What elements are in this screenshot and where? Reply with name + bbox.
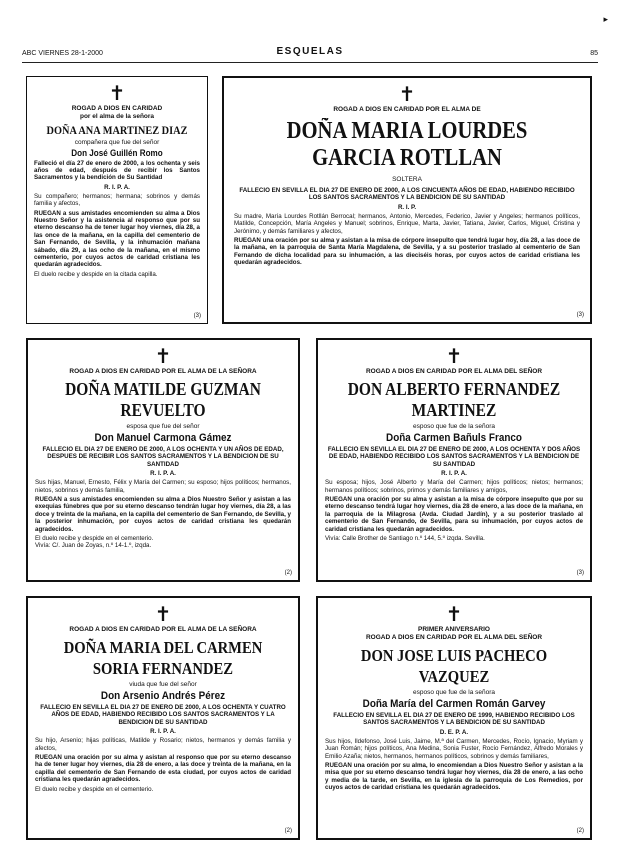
page-number: 85 — [590, 50, 598, 57]
header-date: ABC VIERNES 28-1-2000 — [22, 50, 103, 57]
rip-text: R. I. P. A. — [150, 470, 176, 478]
corner-arrow-icon: ▸ — [603, 14, 608, 24]
request-text: RUEGAN una oración por su alma, lo encomiendan a Dios Nuestro Señor y asistan a la misa que por su eterno descanso tendrá lugar hoy viernes, día 28 de enero, a las ocho y media de la tarde, en Sevilla, en la iglesia de la parroquia de Los Remedios, por cuyos actos de caridad cristiana les quedarán agradecidos. — [325, 762, 583, 792]
cross-icon: ✝ — [445, 344, 463, 368]
death-details: FALLECIO EN SEVILLA EL DIA 27 DE ENERO DE 2000, A LOS OCHENTA Y CUATRO AÑOS DE EDAD, HABIENDO RECIBIDO LOS SANTOS SACRAMENTOS Y LA BENDICION DE SU SANTIDAD — [40, 704, 286, 726]
rip-text: R. I. P. A. — [441, 470, 467, 478]
relation-text: esposa que fue del señor — [126, 423, 200, 430]
deceased-name: DOÑA ANA MARTINEZ DIAZ — [46, 123, 188, 137]
closing-note: El duelo recibe y despide en el cementerio. Vivía: C/. Juan de Zoyas, n.º 14-1.º, izqda. — [35, 535, 154, 550]
notice-ref: (3) — [193, 313, 201, 319]
closing-note: El duelo recibe y despide en la citada capilla. — [34, 270, 158, 278]
family-list: Su madre, María Lourdes Rotllán Berrocal; hermanos, Antonio, Mercedes, Federico, Javier y Angeles; hermanos políticos, Matilde, Concepción, María Angeles y Manuel; sobrinos, Enrique, Marta, Javier, Tatiana, Javier, Carlos, Miguel, Cristina y Jerónimo, y demás familiares y afectos, — [234, 212, 580, 235]
relation-text: esposo que fue de la señora — [412, 689, 496, 696]
notice-ref: (2) — [284, 828, 292, 834]
family-list: Sus hijos, Ildefonso, José Luis, Jaime, M.ª del Carmen, Mercedes, Rocío, Ignacio, Myriam y Juan Román; hijos políticos, Ana Medina, Sonia Fuster, Rocío Fernández, Alfredo Morales y Emilio Azaña; nietos, hermanos, hermanos políticos, sobrinos y demás familiares, — [325, 737, 583, 760]
spouse-name: Don Manuel Carmona Gámez — [94, 432, 232, 444]
closing-note: El duelo recibe y despide en el cementerio. — [35, 785, 154, 793]
obituary-maria-lourdes-garcia — [222, 76, 592, 324]
rip-text: D. E. P. A. — [439, 728, 469, 736]
request-text: RUEGAN una oración por su alma y asistan a la misa de córpore insepulto que tendrá lugar hoy, día 28, a las doce de la mañana, en la parroquia de Santa María Magdalena, de Sevilla, y a su posterior traslado al cementerio de San Fernando de dicha localidad para su inhumación, a las dieciséis horas, por cuyos actos de caridad cristiana les quedarán agradecidos. — [234, 237, 580, 267]
cross-icon: ✝ — [108, 81, 126, 105]
spouse-name: Doña María del Carmen Román Garvey — [362, 698, 546, 710]
spouse-name: Don José Guillén Romo — [71, 147, 163, 158]
relation-text: esposo que fue de la señora — [412, 423, 496, 430]
death-details: FALLECIO EL DIA 27 DE ENERO DE 2000, A LOS OCHENTA Y UN AÑOS DE EDAD, DESPUES DE RECIBIR LOS SANTOS SACRAMENTOS Y LA BENDICION DE SU SANTIDAD — [42, 446, 284, 468]
notice-ref: (3) — [576, 570, 584, 576]
request-text: RUEGAN a sus amistades encomienden su alma a Dios Nuestro Señor y asistan a las exequias fúnebres que por su eterno descanso tendrán lugar hoy viernes, día 28, a las doce y treinta de la mañana, en la capilla del cementerio de San Fernando, de Sevilla, y la posterior inhumación, por cuyos actos de caridad cristiana les quedarán agradecidos. — [35, 496, 291, 533]
notice-ref: (2) — [576, 828, 584, 834]
death-details: FALLECIO EN SEVILLA EL DIA 27 DE ENERO DE 2000, A LOS CINCUENTA AÑOS DE EDAD, HABIENDO RECIBIDO LOS SANTOS SACRAMENTOS Y LA BENDICION DE SU SANTIDAD — [239, 187, 575, 202]
deceased-name: DOÑA MARIA LOURDES GARCIA ROTLLAN — [286, 118, 528, 171]
deceased-name: DOÑA MATILDE GUZMAN REVUELTO — [65, 379, 261, 420]
obituary-pre-text: ROGAD A DIOS EN CARIDAD POR EL ALMA DE LA SEÑORA — [69, 626, 257, 633]
obituary-matilde-guzman — [26, 338, 300, 582]
relation-text: viuda que fue del señor — [129, 681, 197, 688]
family-list: Sus hijas, Manuel, Ernesto, Félix y María del Carmen; su esposo; hijos políticos; hermanos, nietos, sobrinos y demás familia, — [35, 479, 291, 494]
spouse-name: Doña Carmen Bañuls Franco — [386, 432, 522, 444]
family-list: Su compañero; hermanos; hermana; sobrinos y demás familia y afectos, — [34, 192, 200, 208]
cross-icon: ✝ — [154, 602, 172, 626]
obituary-maria-del-carmen-soria — [26, 596, 300, 840]
obituary-pre-text: ROGAD A DIOS EN CARIDAD POR EL ALMA DE — [333, 106, 481, 113]
obituary-pre-text: PRIMER ANIVERSARIO ROGAD A DIOS EN CARIDAD POR EL ALMA DEL SEÑOR — [365, 626, 543, 641]
cross-icon: ✝ — [398, 82, 416, 106]
death-details: FALLECIO EN SEVILLA EL DIA 27 DE ENERO DE 1999, HABIENDO RECIBIDO LOS SANTOS SACRAMENTOS Y LA BENDICION DE SU SANTIDAD — [333, 712, 575, 727]
cross-icon: ✝ — [154, 344, 172, 368]
family-list: Su hijo, Arsenio; hijas políticas, Matilde y Rosario; nietos, hermanos y demás familia y afectos, — [35, 737, 291, 752]
spouse-name: Don Arsenio Andrés Pérez — [100, 690, 226, 702]
rip-text: R. I. P. A. — [150, 728, 176, 736]
relation-text: SOLTERA — [392, 176, 422, 183]
rip-text: R. I. P. — [397, 203, 417, 211]
obituary-pre-text: ROGAD A DIOS EN CARIDAD por el alma de la señora — [71, 105, 163, 120]
page-header — [22, 44, 598, 63]
deceased-name: DON JOSE LUIS PACHECO VAZQUEZ — [360, 646, 548, 686]
notice-ref: (3) — [576, 312, 584, 318]
request-text: RUEGAN a sus amistades encomienden su alma a Dios Nuestro Señor y la asistencia al responso que por su eterno descanso ha de tener lugar hoy viernes, día 28, a las once de la mañana, en la capilla del cementerio de San Fernando, de Sevilla, y la inhumación mañana sábado, día 29, a las ocho de la mañana, en el mismo cementerio, por cuyos actos de caridad cristiana les quedarán agradecidos. — [34, 209, 200, 269]
rip-text: R. I. P. A. — [104, 183, 130, 191]
obituary-ana-martinez — [26, 76, 208, 324]
relation-text: compañera que fue del señor — [74, 138, 160, 146]
family-list: Su esposa; hijos, José Alberto y María del Carmen; hijos políticos; nietos; hermanos; hermanos políticos; sobrinos, primos y demás familiares y amigos, — [325, 479, 583, 494]
section-title: ESQUELAS — [276, 46, 344, 57]
closing-note: Vivía: Calle Brother de Santiago n.º 144, 5.º izqda. Sevilla. — [325, 535, 485, 543]
death-details: FALLECIO EN SEVILLA EL DIA 27 DE ENERO DE 2000, A LOS OCHENTA Y DOS AÑOS DE EDAD, HABIENDO RECIBIDO LOS SANTOS SACRAMENTOS Y LA BENDICION DE SU SANTIDAD — [327, 446, 581, 468]
cross-icon: ✝ — [445, 602, 463, 626]
obituary-pre-text: ROGAD A DIOS EN CARIDAD POR EL ALMA DE LA SEÑORA — [69, 368, 257, 375]
request-text: RUEGAN una oración por su alma y asistan a la misa de córpore insepulto que por su eterno descanso tendrá lugar hoy viernes, día 28 de enero, a las doce de la mañana, en la parroquia de la Milagrosa (Avda. Ciudad Jardín), y a su posterior traslado al cementerio de San Fernando, de Sevilla, para su inhumación, por cuyos actos de caridad cristiana les quedarán agradecidos. — [325, 496, 583, 533]
death-details: Falleció el día 27 de enero de 2000, a los ochenta y seis años de edad, después de recibir los Santos Sacramentos y la bendición de Su Santidad — [34, 159, 200, 182]
deceased-name: DOÑA MARIA DEL CARMEN SORIA FERNANDEZ — [63, 638, 263, 678]
obituary-pre-text: ROGAD A DIOS EN CARIDAD POR EL ALMA DEL SEÑOR — [365, 368, 543, 375]
obituary-alberto-fernandez — [316, 338, 592, 582]
deceased-name: DON ALBERTO FERNANDEZ MARTINEZ — [347, 379, 561, 420]
notice-ref: (2) — [284, 570, 292, 576]
obituary-jose-luis-pacheco — [316, 596, 592, 840]
request-text: RUEGAN una oración por su alma y asistan al responso que por su eterno descanso ha de tener lugar hoy viernes, día 28 de enero, a las doce y treinta de la mañana, en la capilla del cementerio de San Fernando de esta ciudad, por cuyos actos de caridad cristiana les quedarán agradecidos. — [35, 754, 291, 784]
